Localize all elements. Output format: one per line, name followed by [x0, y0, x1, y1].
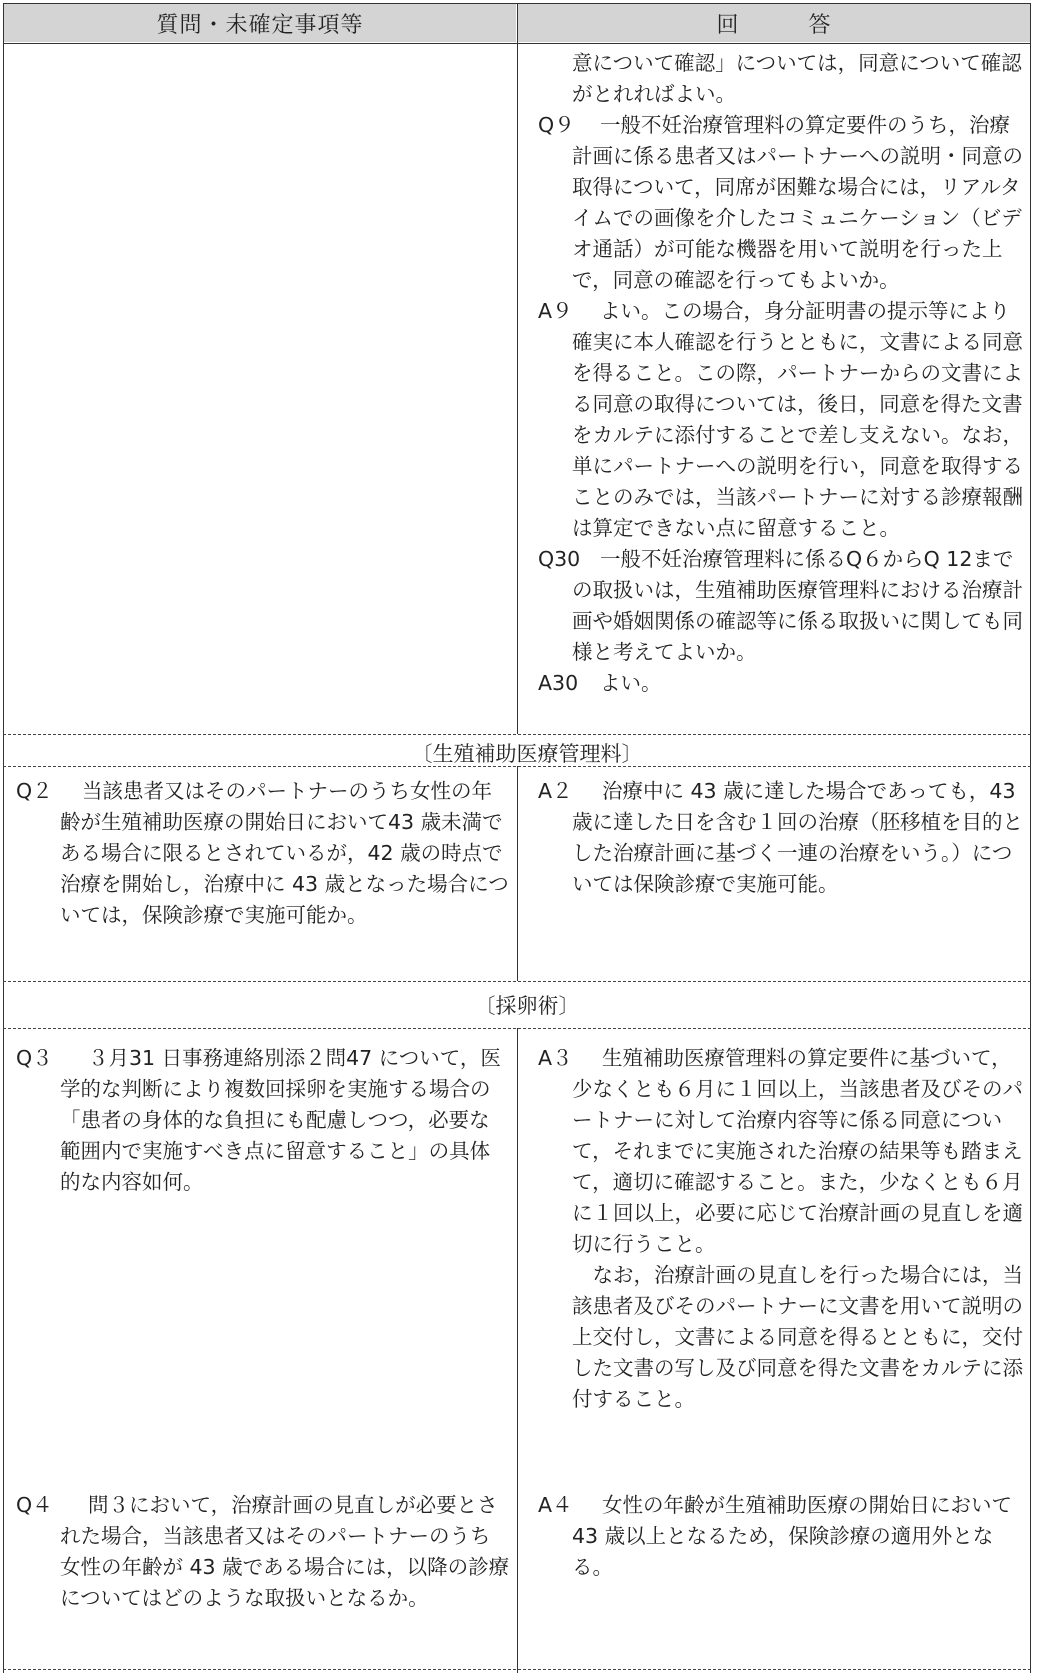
- q2-text: [16, 776, 510, 931]
- a2-text: [538, 776, 1026, 900]
- a9-label: A９: [538, 299, 573, 323]
- a9-text: [538, 296, 1026, 544]
- q9-text: [538, 110, 1026, 296]
- q3-text-body: ３月31 日事務連絡別添２問47 について，医学的な判断により複数回採卵を実施する場合の「患者の身体的な負担にも配慮しつつ，必要な範囲内で実施すべき点に留意すること」の具体的な内容如何。: [60, 1046, 501, 1194]
- question-q3: [16, 1043, 510, 1198]
- column-divider: [517, 1028, 518, 1673]
- section-separator: [3, 734, 1031, 735]
- section-title-art-management: 〔生殖補助医療管理料〕: [411, 742, 643, 766]
- answer-a30: [538, 668, 1026, 699]
- q4-text: [16, 1490, 510, 1614]
- a30-text-body: よい。: [600, 671, 662, 695]
- question-q9: [538, 110, 1026, 296]
- q30-label: Q30: [538, 547, 581, 571]
- q3-label: Q３: [16, 1046, 53, 1070]
- a4-label: A４: [538, 1493, 573, 1517]
- a2-text-body: 治療中に 43 歳に達した場合であっても，43 歳に達した日を含む１回の治療（胚移植を目的とした治療計画に基づく一連の治療をいう。）については保険診療で実施可能。: [572, 779, 1023, 896]
- column-header-questions-label: 質問・未確定事項等: [156, 12, 364, 38]
- column-divider: [517, 766, 518, 981]
- a4-text-body: 女性の年齢が生殖補助医療の開始日において 43 歳以上となるため，保険診療の適用外となる。: [572, 1493, 1012, 1579]
- a2-label: A２: [538, 779, 573, 803]
- column-divider: [517, 3, 518, 734]
- section-title-egg-retrieval: 〔採卵術〕: [474, 994, 580, 1018]
- a9-text-body: よい。この場合，身分証明書の提示等により確実に本人確認を行うとともに，文書による同意を得ること。この際，パートナーからの文書による同意の取得については，後日，同意を得た文書をカルテに添付することで差し支えない。なお，単にパートナーへの説明を行い，同意を取得することのみでは，当該パートナーに対する診療報酬は算定できない点に留意すること。: [572, 299, 1023, 540]
- answer-a4: [538, 1490, 1026, 1583]
- section-separator: [3, 981, 1031, 982]
- section-separator: [3, 1028, 1031, 1029]
- a3-text-paragraph-2: なお，治療計画の見直しを行った場合には，当該患者及びそのパートナーに文書を用いて説明の上交付し，文書による同意を得るとともに，交付した文書の写し及び同意を得た文書をカルテに添付すること。: [572, 1263, 1023, 1411]
- answer-a2: [538, 776, 1026, 900]
- q4-label: Q４: [16, 1493, 53, 1517]
- a3-text: [538, 1043, 1026, 1260]
- q3-text: [16, 1043, 510, 1198]
- continued-answer-text: 意について確認」については，同意について確認がとれればよい。: [572, 51, 1022, 106]
- a3-label: A３: [538, 1046, 573, 1070]
- answer-a3: [538, 1043, 1026, 1415]
- column-header-questions: [4, 4, 516, 42]
- table-left-border: [3, 3, 4, 1673]
- column-header-answers: [518, 4, 1030, 42]
- q30-text-body: 一般不妊治療管理料に係るQ６からQ 12までの取扱いは，生殖補助医療管理料における治療計画や婚姻関係の確認等に係る取扱いに関しても同様と考えてよいか。: [572, 547, 1023, 664]
- answer-a9: [538, 296, 1026, 544]
- question-q2: [16, 776, 510, 931]
- continued-answer: [538, 48, 1026, 110]
- a30-label: A30: [538, 671, 579, 695]
- a3-text-body: 生殖補助医療管理料の算定要件に基づいて，少なくとも６月に１回以上，当該患者及びそのパートナーに対して治療内容等に係る同意について，それまでに実施された治療の結果等も踏まえて，適切に確認すること。また，少なくとも６月に１回以上，必要に応じて治療計画の見直しを適切に行うこと。: [572, 1046, 1023, 1256]
- q4-text-body: 問３において，治療計画の見直しが必要とされた場合，当該患者又はそのパートナーのうち女性の年齢が 43 歳である場合には，以降の診療についてはどのような取扱いとなるか。: [60, 1493, 510, 1610]
- q2-text-body: 当該患者又はそのパートナーのうち女性の年齢が生殖補助医療の開始日において43 歳未満である場合に限るとされているが，42 歳の時点で治療を開始し，治療中に 43 歳となった場合については，保険診療で実施可能か。: [60, 779, 509, 927]
- q9-label: Q９: [538, 113, 575, 137]
- q30-text: [538, 544, 1026, 668]
- question-q30: [538, 544, 1026, 668]
- table-bottom-border: [3, 1669, 1031, 1670]
- q2-label: Q２: [16, 779, 53, 803]
- q9-text-body: 一般不妊治療管理料の算定要件のうち，治療計画に係る患者又はパートナーへの説明・同意の取得について，同席が困難な場合には，リアルタイムでの画像を介したコミュニケーション（ビデオ通話）が可能な機器を用いて説明を行った上で，同意の確認を行ってもよいか。: [572, 113, 1023, 292]
- table-right-border: [1030, 3, 1031, 1673]
- block1-answer-cell: [538, 48, 1026, 699]
- question-q4: [16, 1490, 510, 1614]
- column-header-answers-label: 回 答: [716, 12, 832, 38]
- a4-text: [538, 1490, 1026, 1583]
- a30-text: [538, 668, 1026, 699]
